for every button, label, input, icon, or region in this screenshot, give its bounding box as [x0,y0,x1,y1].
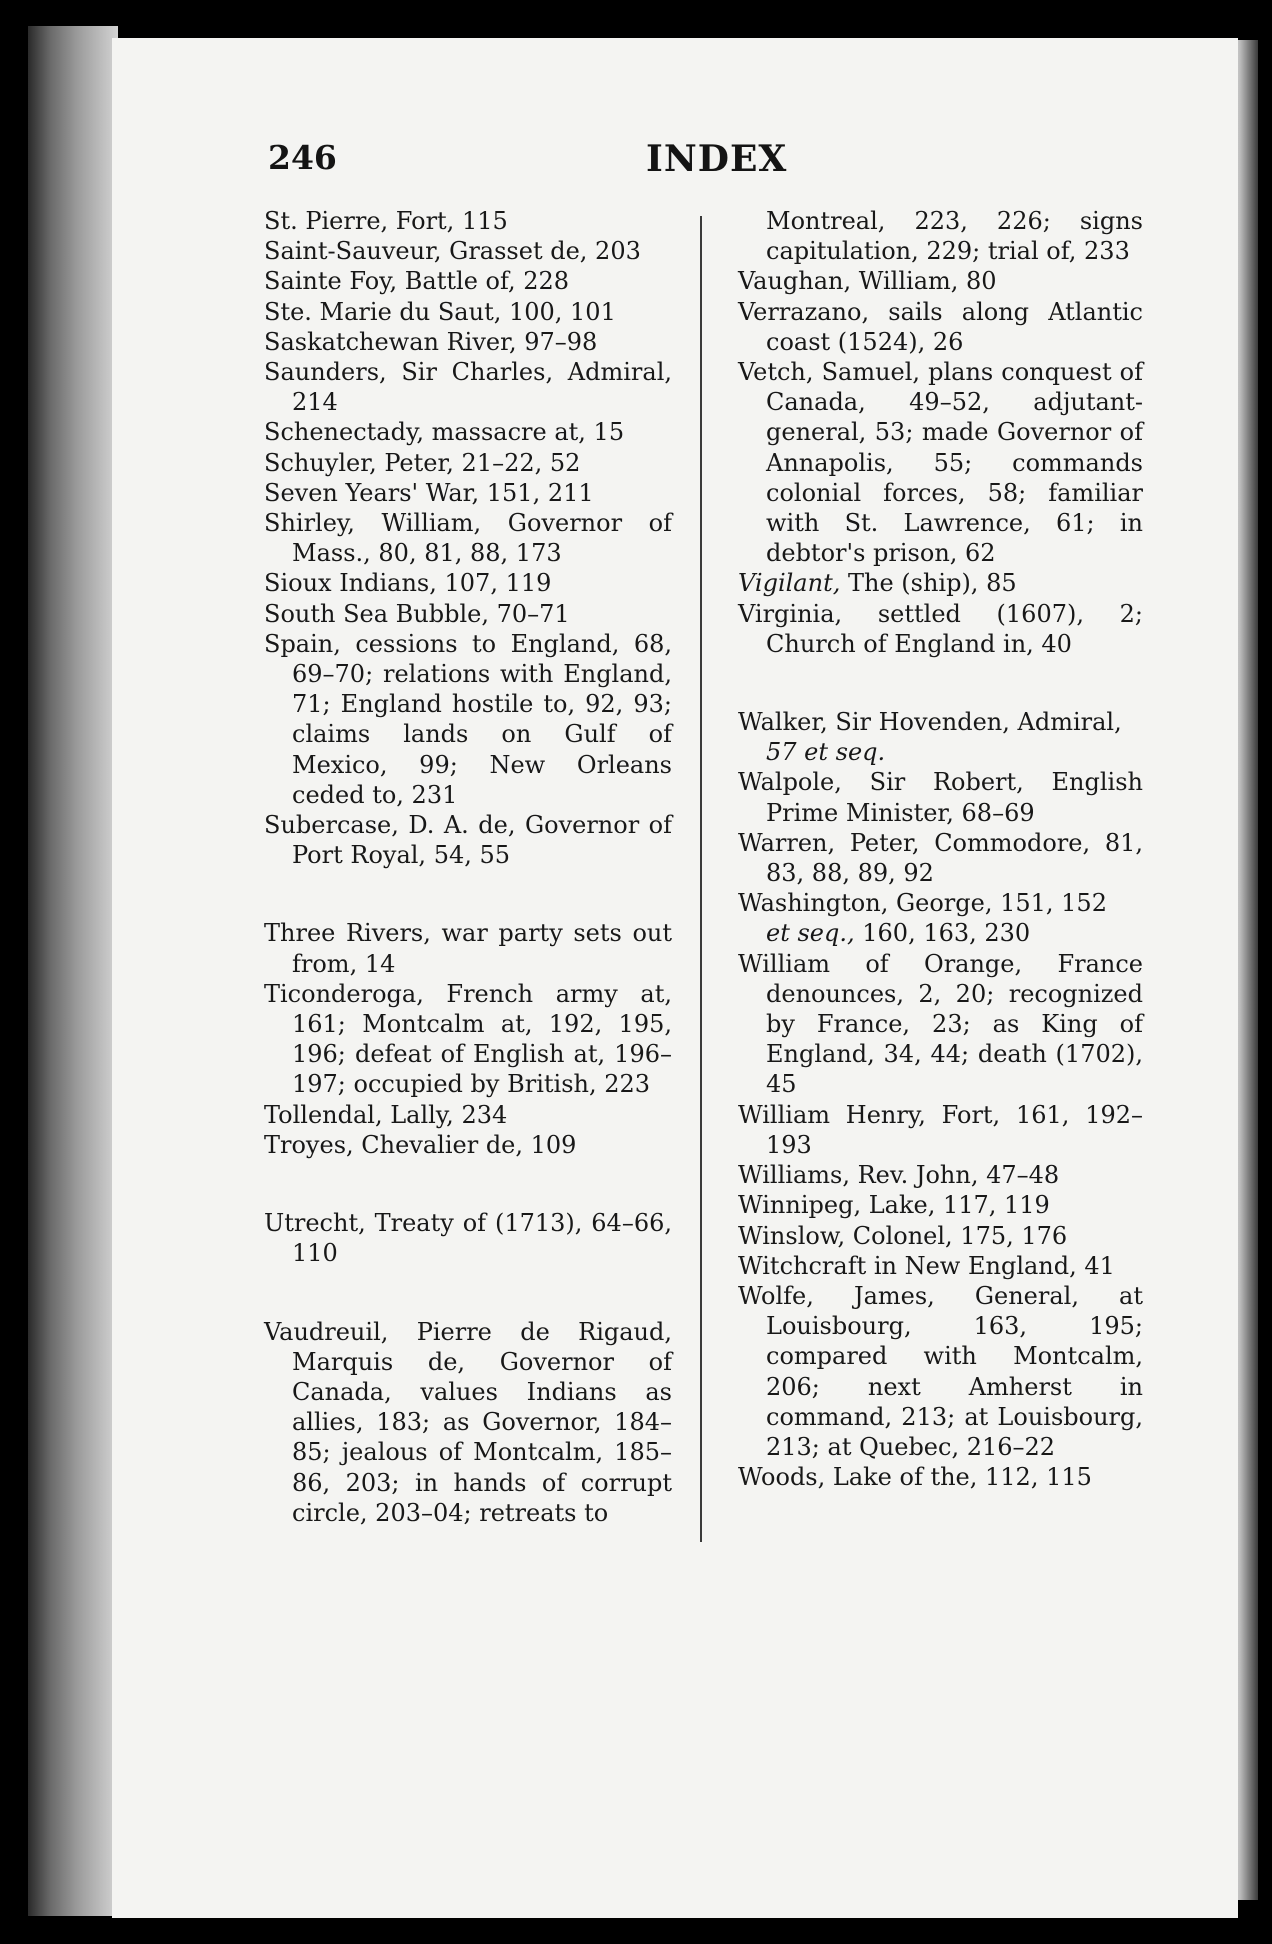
index-entry [738,707,1143,767]
index-entry: William Henry, Fort, 161, 192–193 [738,1100,1143,1159]
entry-text: 160, 163, 230 [854,919,1031,948]
entry-text: Washington, George, 151, 152 [738,889,1107,918]
page-title: INDEX [646,138,788,180]
column-rule [700,216,702,1542]
letter-group-gap [264,1269,672,1317]
index-entry [738,888,1143,948]
index-entry: Verrazano, sails along Atlantic coast (1524), 26 [738,297,1143,356]
index-entry: St. Pierre, Fort, 115 [264,207,508,235]
index-entry: Winnipeg, Lake, 117, 119 [738,1191,1050,1220]
index-entry: Tollendal, Lally, 234 [264,1100,508,1129]
index-entry: Woods, Lake of the, 112, 115 [738,1463,1092,1492]
index-page [112,38,1238,1918]
page-number: 246 [268,138,337,177]
index-entry: Winslow, Colonel, 175, 176 [738,1221,1068,1250]
index-entry: Vaudreuil, Pierre de Rigaud, Marquis de, Governor of Canada, values Indians as allies, 183; as Governor, 184–85; jealous of Montcalm, 185–86, 203; in hands of corrupt circle, 203–04; retreats to [264,1317,672,1527]
index-entry: Ticonderoga, French army at, 161; Montcalm at, 192, 195, 196; defeat of English at, 196–197; occupied by British, 223 [264,979,672,1099]
entry-text: Walker, Sir Hovenden, Admiral, [738,708,1122,737]
index-entry: Saint-Sauveur, Grasset de, 203 [264,237,641,266]
index-entry: Saunders, Sir Charles, Admiral, 214 [264,358,672,417]
index-entry: Witchcraft in New England, 41 [738,1251,1115,1280]
index-entry: Three Rivers, war party sets out from, 14 [264,919,672,978]
ship-name: Vigilant, [738,569,841,598]
ship-entry-text: The (ship), 85 [840,569,1017,598]
index-entry-continuation: Montreal, 223, 226; signs capitulation, 229; trial of, 233 [766,207,1143,266]
index-entry: Williams, Rev. John, 47–48 [738,1161,1060,1190]
index-entry: Seven Years' War, 151, 211 [264,478,594,507]
index-entry: Vaughan, William, 80 [738,267,997,296]
index-entry: Saskatchewan River, 97–98 [264,327,598,356]
et-seq-text: 57 et seq. [766,738,886,767]
letter-group-gap [264,870,672,918]
letter-group-gap [738,659,1143,707]
letter-group-gap [264,1160,672,1208]
index-entry: Walpole, Sir Robert, English Prime Minister, 68–69 [738,768,1143,827]
index-entry: Shirley, William, Governor of Mass., 80, 81, 88, 173 [264,509,672,568]
running-head [112,136,1238,186]
index-column-left [264,206,672,1528]
index-entry: Subercase, D. A. de, Governor of Port Royal, 54, 55 [264,811,672,870]
index-entry: Utrecht, Treaty of (1713), 64–66, 110 [264,1209,672,1268]
index-entry: Schenectady, massacre at, 15 [264,418,625,447]
index-entry [738,568,1143,598]
index-column-right [738,206,1143,1492]
index-entry: South Sea Bubble, 70–71 [264,599,570,628]
index-entry: Schuyler, Peter, 21–22, 52 [264,448,581,477]
index-entry: Ste. Marie du Saut, 100, 101 [264,297,616,326]
index-entry: Sioux Indians, 107, 119 [264,569,552,598]
index-entry: Sainte Foy, Battle of, 228 [264,267,570,296]
et-seq-text: et seq., [766,919,855,948]
index-entry: Virginia, settled (1607), 2; Church of England in, 40 [738,599,1143,658]
index-entry: Wolfe, James, General, at Louisbourg, 163, 195; compared with Montcalm, 206; next Amherst in command, 213; at Louisbourg, 213; at Quebec, 216–22 [738,1281,1143,1461]
index-entry: William of Orange, France denounces, 2, 20; recognized by France, 23; as King of England, 34, 44; death (1702), 45 [738,949,1143,1099]
index-entry: Vetch, Samuel, plans conquest of Canada, 49–52, adjutant-general, 53; made Governor of Annapolis, 55; commands colonial forces, 58; familiar with St. Lawrence, 61; in debtor's prison, 62 [738,358,1143,568]
index-entry: Troyes, Chevalier de, 109 [264,1130,577,1159]
book-page-edge-left [28,26,118,1916]
index-entry: Warren, Peter, Commodore, 81, 83, 88, 89, 92 [738,828,1143,888]
index-entry: Spain, cessions to England, 68, 69–70; relations with England, 71; England hostile to, 92, 93; claims lands on Gulf of Mexico, 99; New Orleans ceded to, 231 [264,629,672,809]
